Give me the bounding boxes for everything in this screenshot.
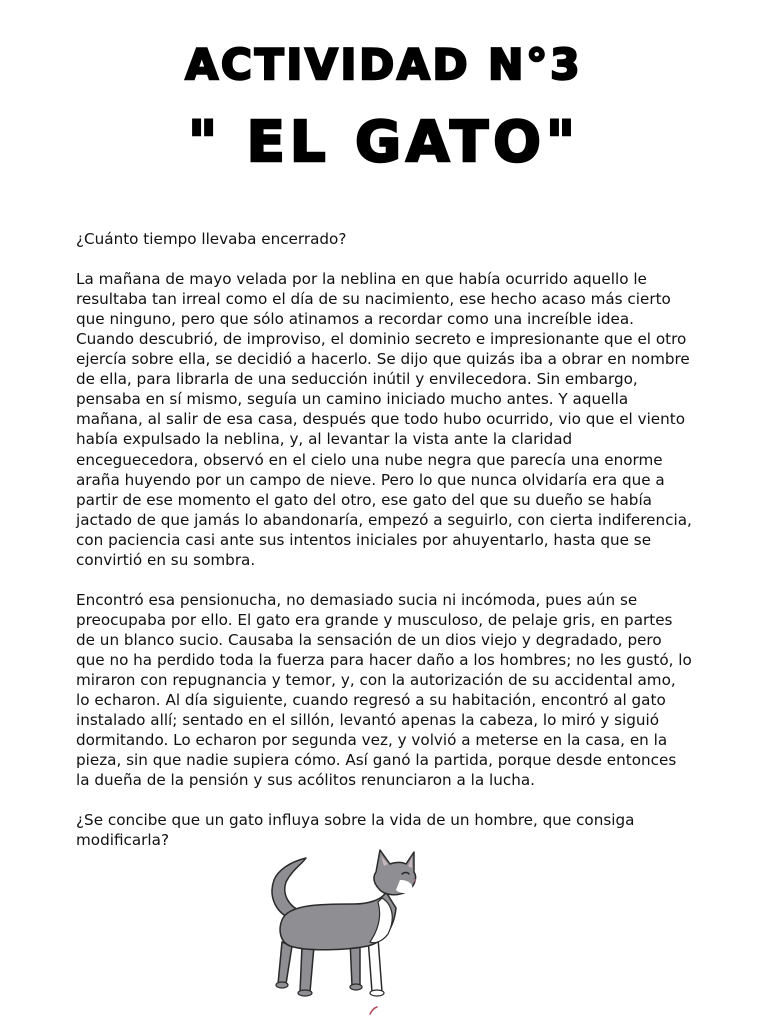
activity-title: ACTIVIDAD N°3 — [185, 40, 583, 89]
cat-back-leg-right — [300, 946, 314, 992]
decorative-mark — [368, 1004, 380, 1016]
cat-back-leg-left — [278, 942, 292, 984]
paragraph-1: La mañana de mayo velada por la neblina en que había ocurrido aquello le resultaba tan irreal como el día de su nacimiento, ese hecho acaso más cierto que ninguno, pero que sólo atinamos a recordar como una increíble idea. Cuando descubrió, de improviso, el dominio secreto e impresionante que el otro ejercía sobre ella, se decidió a hacerlo. Se dijo que quizás iba a obrar en nombre de ella, para librarla de una seducción inútil y envilecedora. Sin embargo, pensaba en sí mismo, seguía un camino iniciado mucho antes. Y aquella mañana, al salir de esa casa, después que todo hubo ocurrido, vio que el viento había expulsado la neblina, y, al levantar la vista ante la claridad enceguecedora, observó en el cielo una nube negra que parecía una enorme araña huyendo por un campo de nieve. Pero lo que nunca olvidaría era que a partir de ese momento el gato del otro, ese gato del que su dueño se había jactado de que jamás lo abandonaría, empezó a seguirlo, con cierta indiferencia, con paciencia casi ante sus intentos iniciales por ahuyentarlo, hasta que se convirtió en su sombra. — [76, 270, 692, 569]
opening-question: ¿Cuánto tiempo llevaba encerrado? — [76, 230, 347, 248]
closing-question: ¿Se concibe que un gato influya sobre la vida de un hombre, que consiga modificarla? — [76, 811, 635, 850]
paragraph-2: Encontró esa pensionucha, no demasiado sucia ni incómoda, pues aún se preocupaba por ello. El gato era grande y musculoso, de pelaje gris, en partes de un blanco sucio. Causaba la sensación de un dios viejo y degradado, pero que no ha perdido toda la fuerza para hacer daño a los hombres; no les gustó, lo miraron con repugnancia y temor, y, con la autorización de su accidental amo, lo echaron. Al día siguiente, cuando regresó a su habitación, encontró al gato instalado allí; sentado en el sillón, levantó apenas la cabeza, lo miró y siguió dormitando. Lo echaron por segunda vez, y volvió a meterse en la casa, en la pieza, sin que nadie supiera cómo. Así ganó la partida, porque desde entonces la dueña de la pensión y sus acólitos renunciaron a la lucha. — [76, 590, 692, 790]
story-title: " EL GATO" — [187, 110, 581, 175]
story-text — [76, 229, 692, 871]
cat-icon — [258, 842, 420, 1002]
